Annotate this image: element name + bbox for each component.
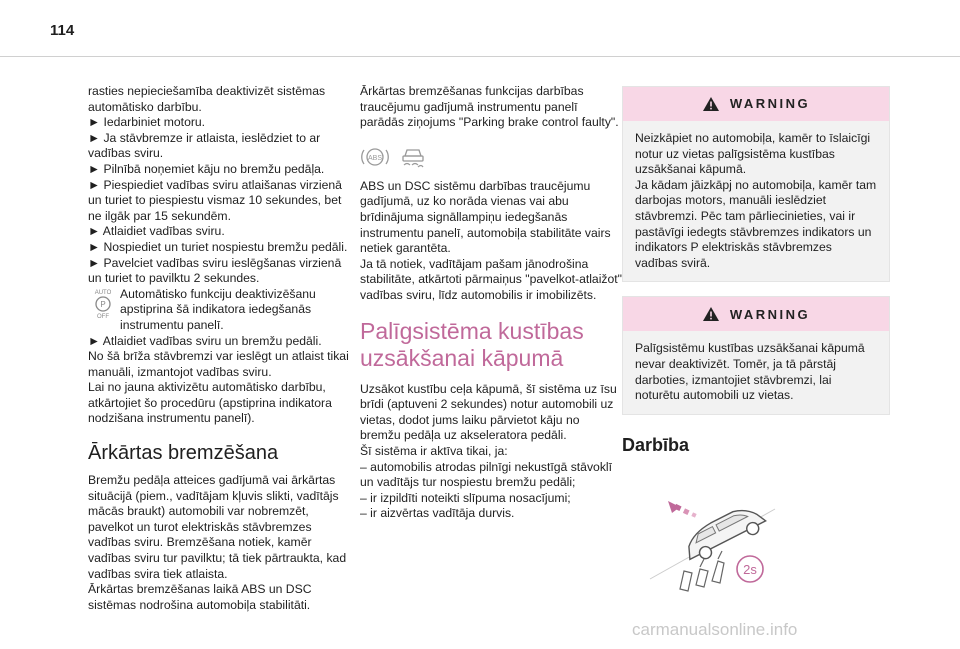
list-item: – ir aizvērtas vadītāja durvis. (360, 506, 515, 521)
warning-triangle-icon (702, 96, 720, 112)
indicator-note (88, 287, 350, 334)
section-heading-hill-start: Palīgsistēma kustības uzsākšanai kāpumā (360, 317, 584, 371)
paragraph: Bremžu pedāļa atteices gadījumā vai ārkārtas situācijā (piem., vadītājam kļuvis slikti, vadītājs mācās braukt) automobili var nobremzēt, pavelkot un turot elektriskās stāvbremzes vadības sviru. Bremzēšana notiek, kamēr vadības sviru tur pavilktu; tā tiek pārtraukta, kad vadības svira tiek atlaista. (88, 473, 347, 581)
page-number: 114 (50, 22, 75, 39)
section-heading: Ārkārtas bremzēšana (88, 442, 279, 465)
dsc-warning-icon (398, 145, 428, 169)
abs-label: ABS (367, 154, 383, 162)
hill-start-illustration (640, 469, 780, 609)
warning-lamps (360, 145, 622, 169)
step: ► Pavelciet vadības sviru ieslēgšanas virzienā un turiet to pavilktu 2 sekundes. (88, 255, 342, 286)
list-item: – automobilis atrodas pilnīgi nekustīgā stāvoklī un vadītājs tur nospiestu bremžu pedāli; (360, 459, 613, 490)
paragraph: Šī sistēma ir aktīva tikai, ja: (360, 443, 508, 458)
section-heading-operation: Darbība (622, 434, 690, 455)
warning-triangle-icon (702, 306, 720, 322)
list-item: – ir izpildīti noteikti slīpuma nosacījumi; (360, 490, 571, 505)
warning-title: WARNING (729, 306, 811, 322)
warning-box-2 (622, 296, 890, 414)
paragraph: Ja kādam jāizkāpj no automobiļa, kamēr tam darbojas motors, manuāli ieslēdziet stāvbremzi. Pēc tam pārliecinieties, vai ir pastāvīgi iedegts stāvbremzes indikators un indikators P elektriskās stāvbremzes vadības svirā. (635, 177, 877, 270)
paragraph: Ārkārtas bremzēšanas laikā ABS un DSC sistēmas nodrošina automobiļa stabilitāti. (88, 582, 312, 612)
paragraph: Ja tā notiek, vadītājam pašam jānodrošina stabilitāte, atkārtoti pārmaiņus "pavelkot-atlaižot" vadības sviru, līdz automobilis ir imobilizēts. (360, 256, 623, 302)
warning-header (623, 297, 889, 331)
warning-box-1 (622, 86, 890, 282)
svg-text:P: P (100, 299, 106, 309)
warning-title: WARNING (729, 96, 811, 112)
auto-label: AUTO (94, 289, 112, 296)
paragraph: Uzsākot kustību ceļa kāpumā, šī sistēma uz īsu brīdi (aptuveni 2 sekundes) notur automobili uz vietas, dodot jums laiku pārvietot kāju no bremžu pedāļa uz akseleratora pedāli. (360, 381, 617, 443)
column-1 (88, 84, 350, 613)
watermark: carmanualsonline.info (632, 620, 798, 639)
header-divider (0, 56, 960, 57)
column-2 (360, 84, 622, 522)
step: ► Piespiediet vadības sviru atlaišanas virzienā un turiet to piespiestu vismaz 10 sekundes, bet ne ilgāk par 15 sekundēm. (88, 177, 342, 223)
warning-header (623, 87, 889, 121)
paragraph: No šā brīža stāvbremzi var ieslēgt un atlaist tikai manuāli, izmantojot vadības sviru. (88, 349, 349, 379)
step: ► Nospiediet un turiet nospiestu bremžu pedāli. (88, 239, 348, 254)
paragraph: Lai no jauna aktivizētu automātisko darbību, atkārtojiet šo procedūru (apstiprina indikatora nodzišana instrumentu panelī). (88, 380, 332, 426)
paragraph: Neizkāpiet no automobiļa, kamēr to īslaicīgi notur uz vietas palīgsistēma kustības uzsākšanai kāpumā. (635, 131, 871, 177)
motion-arrow-icon (668, 501, 697, 518)
paragraph: Ārkārtas bremzēšanas funkcijas darbības traucējumu gadījumā instrumentu panelī parādās ziņojums "Parking brake control faulty". (360, 84, 619, 130)
column-3 (622, 86, 890, 613)
step: ► Ja stāvbremze ir atlaista, ieslēdziet to ar vadības sviru. (88, 130, 321, 161)
warning-body (623, 331, 889, 413)
indicator-text: Automātisko funkciju deaktivizēšanu apstiprina šā indikatora iedegšanās instrumentu panelī. (120, 286, 316, 332)
car-icon (679, 500, 768, 565)
step: ► Atlaidiet vadības sviru un bremžu pedāli. (88, 333, 322, 348)
step: ► Pilnībā noņemiet kāju no bremžu pedāļa. (88, 161, 325, 176)
paragraph: Palīgsistēmu kustības uzsākšanai kāpumā nevar deaktivizēt. Tomēr, ja tā pārstāj darboties, izmantojiet stāvbremzi, lai noturētu automobili uz vietas. (635, 341, 865, 403)
timer-badge (737, 556, 763, 582)
step: ► Iedarbiniet motoru. (88, 115, 206, 130)
paragraph: rasties nepieciešamība deaktivizēt sistēmas automātisko darbību. (88, 84, 326, 114)
auto-off-parking-indicator-icon (88, 287, 118, 319)
warning-body (623, 121, 889, 281)
step: ► Atlaidiet vadības sviru. (88, 224, 225, 239)
off-label: OFF (97, 313, 109, 319)
abs-warning-icon (360, 145, 390, 169)
timer-label: 2s (743, 561, 757, 577)
paragraph: ABS un DSC sistēmu darbības traucējumu gadījumā, uz ko norāda vienas vai abu brīdinājuma signāllampiņu iedegšanās instrumentu panelī, automobiļa stabilitāte vairs netiek garantēta. (360, 178, 611, 256)
